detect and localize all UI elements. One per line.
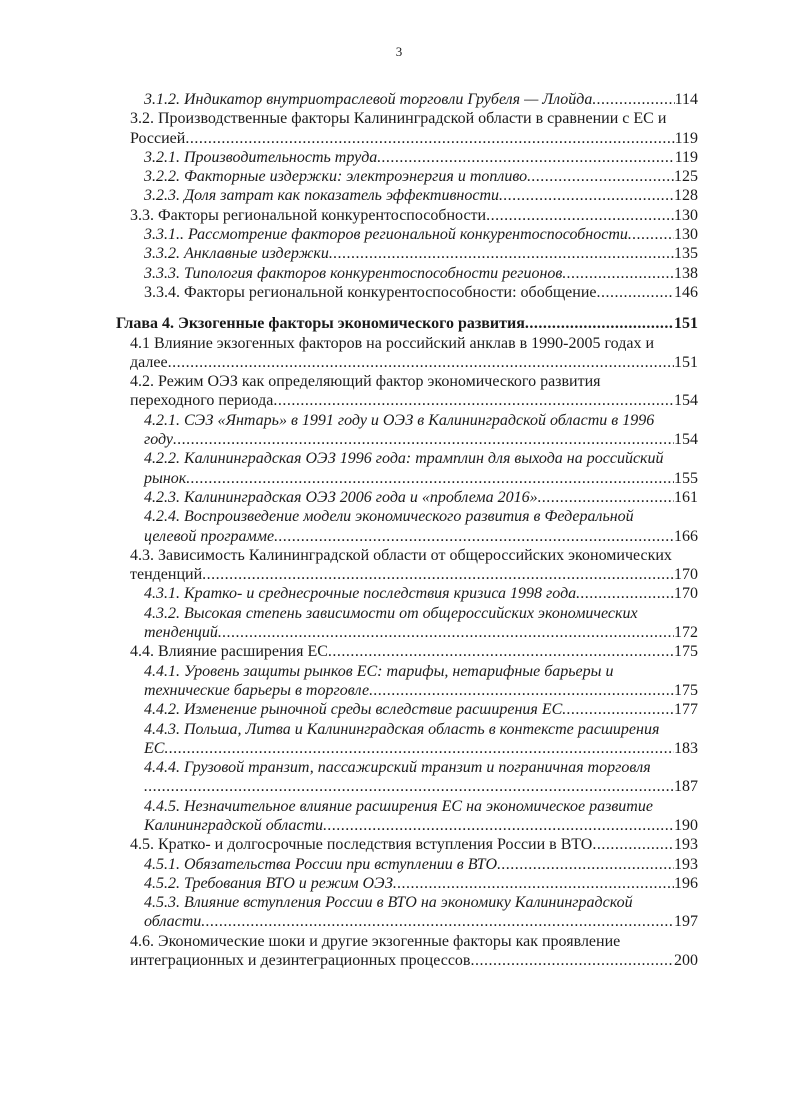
toc-entry-4-4-2[interactable]: [130, 700, 698, 719]
toc-entry-title-last: году: [144, 431, 174, 449]
toc-entry-4-6[interactable]: [130, 932, 698, 971]
toc-entry-title: 3.3.2. Анклавные издержки: [144, 245, 329, 263]
toc-entry-title-last: Калининградской области: [144, 816, 324, 834]
toc-entry-title: 3.3.1.. Рассмотрение факторов региональной конкурентоспособности: [144, 226, 628, 244]
toc-entry-title-last: тенденций: [144, 624, 218, 642]
leader-dots: [202, 565, 674, 584]
toc-entry-page: 130: [674, 226, 698, 244]
toc-entry-title: 4.5.2. Требования ВТО и режим ОЭЗ: [144, 874, 393, 892]
toc-entry-4-4-3[interactable]: [130, 720, 698, 759]
toc-entry-title: 4.5.1. Обязательства России при вступлении в ВТО: [144, 855, 498, 873]
toc-entry-4-4-4[interactable]: [130, 758, 698, 797]
toc-entry-title: Глава 4. Экзогенные факторы экономического развития: [116, 315, 525, 333]
toc-entry-page: 187: [674, 778, 698, 796]
toc-entry-3-3-2[interactable]: [130, 244, 698, 263]
toc-entry-title: 3.3.4. Факторы региональной конкурентоспособности: обобщение: [144, 283, 597, 301]
toc-entry-page: 155: [674, 469, 698, 487]
toc-entry-title-first: 4.2.1. СЭЗ «Янтарь» в 1991 году и ОЭЗ в Калининградской области в 1996: [144, 411, 655, 429]
toc-entry-4-4[interactable]: [130, 642, 698, 661]
leader-dots: [168, 353, 674, 372]
toc-entry-page: 138: [674, 264, 698, 282]
toc-entry-4-5-3[interactable]: [130, 893, 698, 932]
toc-entry-4-2[interactable]: [130, 372, 698, 411]
toc-entry-page: 170: [674, 585, 698, 603]
leader-dots: [470, 951, 674, 970]
toc-entry-3-1-2[interactable]: [130, 90, 698, 109]
toc-entry-page: 151: [674, 353, 698, 371]
toc-entry-page: 128: [674, 187, 698, 205]
toc-entry-title-last: технические барьеры в торговле: [144, 681, 370, 699]
toc-entry-title-last: далее: [130, 353, 168, 371]
toc-entry-page: 119: [674, 129, 698, 147]
toc-entry-4-3[interactable]: [130, 546, 698, 585]
toc-entry-title-last: целевой программе: [144, 527, 275, 545]
toc-entry-title: 3.2.3. Доля затрат как показатель эффективности: [144, 187, 499, 205]
toc-entry-chapter-4[interactable]: [116, 314, 698, 333]
toc-entry-page: 135: [674, 245, 698, 263]
toc-entry-title: 3.1.2. Индикатор внутриотраслевой торговли Грубеля — Ллойда: [144, 91, 593, 108]
leader-dots: [596, 283, 674, 302]
toc-entry-page: 166: [674, 527, 698, 545]
toc-entry-4-5-2[interactable]: [130, 874, 698, 893]
toc-entry-page: 172: [674, 624, 698, 642]
toc-entry-page: 154: [674, 392, 698, 410]
leader-dots: [273, 391, 674, 410]
toc-entry-4-2-1[interactable]: [130, 411, 698, 450]
page-number: 3: [395, 44, 403, 59]
leader-dots: [628, 225, 674, 244]
toc-entry-4-5[interactable]: [130, 835, 698, 854]
toc-entry-3-2-3[interactable]: [130, 186, 698, 205]
toc-entry-4-4-5[interactable]: [130, 797, 698, 836]
leader-dots: [329, 244, 674, 263]
toc-entry-title-first: 4.6. Экономические шоки и другие экзогенные факторы как проявление: [130, 932, 621, 950]
toc-entry-4-5-1[interactable]: [130, 855, 698, 874]
toc-entry-title-first: 4.1 Влияние экзогенных факторов на российский анклав в 1990-2005 годах и: [130, 334, 655, 352]
toc-entry-page: 130: [674, 206, 698, 224]
toc-entry-3-3-3[interactable]: [130, 264, 698, 283]
toc-entry-page: 183: [674, 739, 698, 757]
toc-entry-4-4-1[interactable]: [130, 662, 698, 701]
toc-entry-page: 154: [674, 431, 698, 449]
toc-entry-page: 119: [674, 148, 698, 166]
toc-entry-title: 4.5. Кратко- и долгосрочные последствия вступления России в ВТО: [130, 836, 593, 854]
toc-entry-title-last: переходного периода: [130, 392, 274, 410]
toc-entry-3-3-1[interactable]: [130, 225, 698, 244]
leader-dots: [164, 739, 674, 758]
toc-entry-title-first: 4.2. Режим ОЭЗ как определяющий фактор экономического развития: [130, 373, 601, 391]
toc-entry-title-last: области: [144, 913, 202, 931]
toc-entry-title: 3.2.2. Факторные издержки: электроэнергия и топливо: [144, 168, 528, 186]
toc-entry-page: 170: [674, 566, 698, 584]
leader-dots: [525, 314, 674, 333]
toc-entry-3-3-4[interactable]: [130, 283, 698, 302]
toc-entry-page: 146: [674, 283, 698, 301]
toc-entry-page: 200: [674, 952, 698, 970]
toc-entry-3-2-1[interactable]: [130, 148, 698, 167]
toc-entry-3-3[interactable]: [130, 206, 698, 225]
leader-dots: [328, 642, 674, 661]
leader-dots: [562, 700, 674, 719]
toc-entry-title: 3.2.1. Производительность труда: [144, 148, 378, 166]
leader-dots: [576, 584, 674, 603]
toc-entry-title: 3.3. Факторы региональной конкурентоспособности: [130, 206, 487, 224]
table-of-contents: [116, 90, 698, 970]
toc-entry-page: 197: [674, 913, 698, 931]
leader-dots: [323, 816, 674, 835]
leader-dots: [562, 264, 674, 283]
toc-entry-page: 190: [674, 816, 698, 834]
toc-entry-title-first: 4.2.2. Калининградская ОЭЗ 1996 года: трамплин для выхода на российский: [144, 450, 664, 468]
leader-dots: [186, 469, 674, 488]
toc-entry-title: 4.4. Влияние расширения ЕС: [130, 643, 328, 661]
toc-entry-page: 151: [674, 315, 698, 333]
toc-entry-title-first: 4.4.3. Польша, Литва и Калининградская область в контексте расширения: [144, 720, 660, 738]
toc-entry-title-first: 4.5.3. Влияние вступления России в ВТО на экономику Калининградской: [144, 894, 633, 912]
toc-entry-title-first: 4.3. Зависимость Калининградской области от общероссийских экономических: [130, 546, 672, 564]
toc-entry-page: 177: [674, 701, 698, 719]
leader-dots: [201, 912, 674, 931]
toc-entry-title-last: тенденций: [130, 566, 203, 584]
leader-dots: [173, 430, 674, 449]
toc-entry-page: 196: [674, 874, 698, 892]
leader-dots: [274, 527, 674, 546]
toc-entry-title: 4.2.3. Калининградская ОЭЗ 2006 года и «проблема 2016»: [144, 488, 538, 506]
toc-entry-title-first: 4.4.5. Незначительное влияние расширения ЕС на экономическое развитие: [144, 797, 653, 815]
toc-entry-title: 3.3.3. Типология факторов конкурентоспособности регионов: [144, 264, 563, 282]
toc-entry-title-first: 4.2.4. Воспроизведение модели экономического развития в Федеральной: [144, 508, 634, 526]
toc-entry-page: 114: [674, 91, 698, 108]
toc-entry-title-first: 4.3.2. Высокая степень зависимости от общероссийских экономических: [144, 604, 638, 622]
leader-dots: [527, 167, 674, 186]
leader-dots: [486, 206, 674, 225]
toc-entry-4-2-2[interactable]: [130, 449, 698, 488]
leader-dots: [185, 129, 674, 148]
toc-entry-title-last: Россией: [130, 129, 186, 147]
toc-entry-3-2[interactable]: [130, 109, 698, 148]
toc-entry-title-first: 4.4.1. Уровень защиты рынков ЕС: тарифы, нетарифные барьеры и: [144, 662, 614, 680]
toc-entry-title-first: 4.4.4. Грузовой транзит, пассажирский транзит и пограничная торговля: [144, 759, 651, 777]
toc-entry-4-2-4[interactable]: [130, 507, 698, 546]
toc-entry-title: 4.4.2. Изменение рыночной среды вследствие расширения ЕС: [144, 701, 563, 719]
toc-entry-title-first: 3.2. Производственные факторы Калининградской области в сравнении с ЕС и: [130, 110, 667, 128]
leader-dots: [497, 855, 674, 874]
leader-dots: [377, 148, 674, 167]
toc-entry-4-2-3[interactable]: [130, 488, 698, 507]
leader-dots: [592, 835, 674, 854]
leader-dots: [592, 90, 674, 109]
toc-entry-title-last: ЕС: [144, 739, 165, 757]
toc-entry-4-3-2[interactable]: [130, 604, 698, 643]
toc-entry-title-last: рынок: [144, 469, 187, 487]
leader-dots: [538, 488, 674, 507]
toc-entry-page: 125: [674, 168, 698, 186]
toc-entry-3-2-2[interactable]: [130, 167, 698, 186]
toc-entry-title: 4.3.1. Кратко- и среднесрочные последствия кризиса 1998 года: [144, 585, 577, 603]
leader-dots: [499, 186, 674, 205]
toc-entry-4-1[interactable]: [130, 334, 698, 373]
leader-dots: [393, 874, 674, 893]
toc-entry-page: 161: [674, 488, 698, 506]
toc-entry-page: 175: [674, 681, 698, 699]
toc-entry-page: 175: [674, 643, 698, 661]
leader-dots: [369, 681, 674, 700]
leader-dots: [218, 623, 674, 642]
toc-entry-4-3-1[interactable]: [130, 584, 698, 603]
toc-entry-title-last: интеграционных и дезинтеграционных процессов: [130, 952, 471, 970]
toc-entry-page: 193: [674, 836, 698, 854]
leader-dots: [144, 777, 674, 796]
toc-entry-page: 193: [674, 855, 698, 873]
